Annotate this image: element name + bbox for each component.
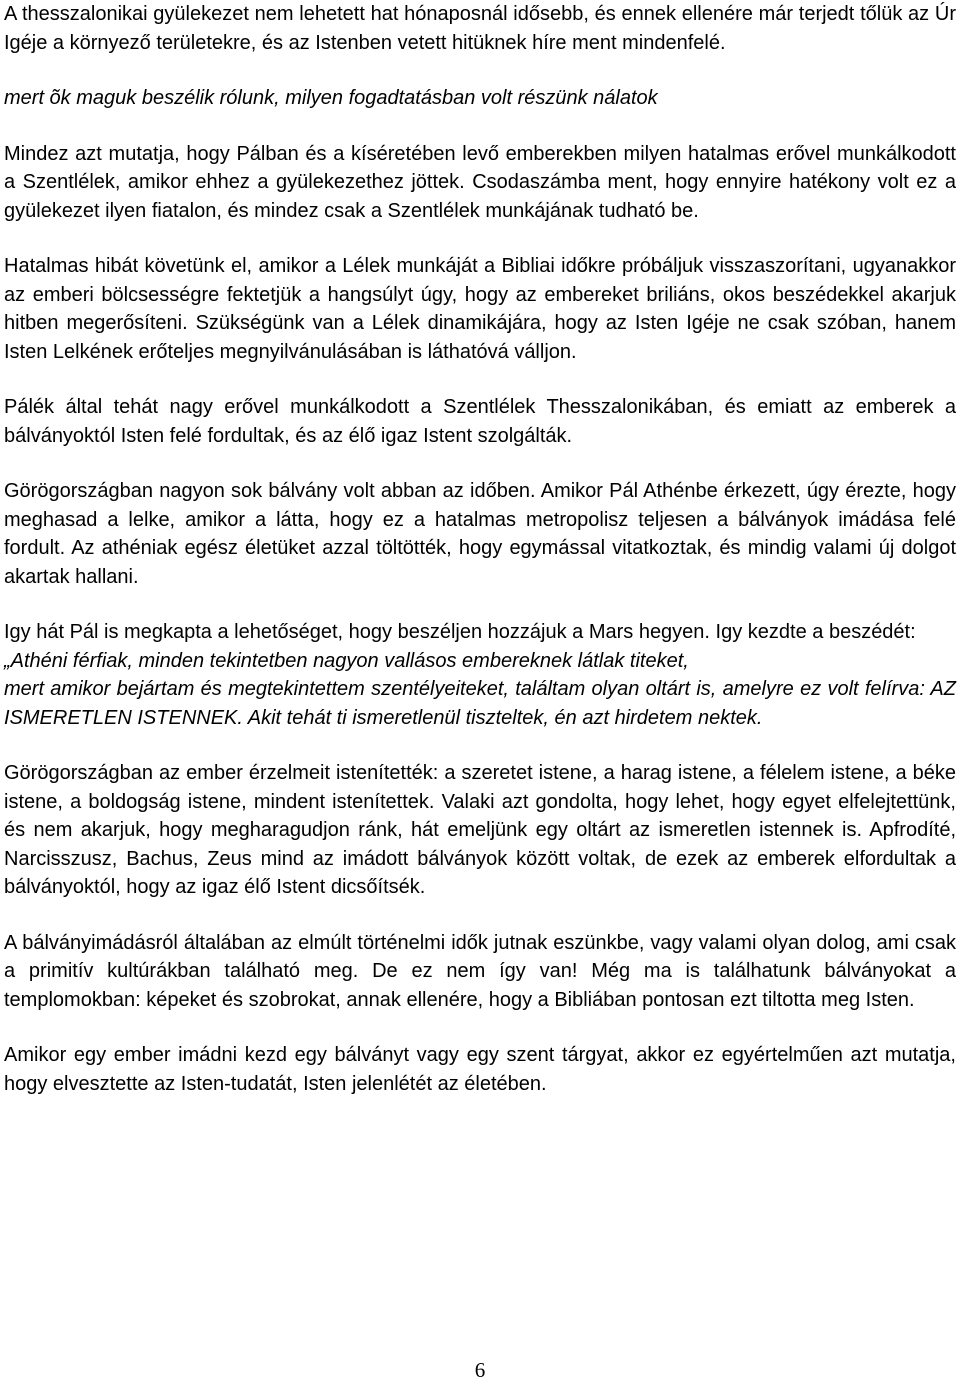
paragraph-turned-from-idols: Pálék által tehát nagy erővel munkálkodott a Szentlélek Thesszalonikában, és emiatt az emberek a bálványoktól Isten felé fordultak, és az élő igaz Istent szolgálták. — [4, 396, 956, 447]
paragraph-great-mistake: Hatalmas hibát követünk el, amikor a Lélek munkáját a Bibliai időkre próbáljuk visszaszorítani, ugyanakkor az emberi bölcsességre fektetjük a hangsúlyt úgy, hogy az embereket briliáns, okos beszédekkel akarjuk hitben megerősíteni. Szükségünk van a Lélek dinamikájára, hogy az Isten Igéje ne csak szóban, hanem Isten Lelkének erőteljes megnyilvánulásában is láthatóvá válljon. — [4, 255, 956, 363]
page-number: 6 — [474, 1358, 486, 1382]
paragraph-worship-idol: Amikor egy ember imádni kezd egy bálványt vagy egy szent tárgyat, akkor ez egyértelműen azt mutatja, hogy elvesztette az Isten-tudatát, Isten jelenlétét az életében. — [4, 1044, 956, 1095]
paragraph-idolatry-today: A bálványimádásról általában az elmúlt történelmi idők jutnak eszünkbe, vagy valami olyan dolog, ami csak a primitív kultúrákban található meg. De ez nem így van! Még ma is találhatunk bálványokat a templomokban: képeket és szobrokat, annak ellenére, hogy a Bibliában pontosan ezt tiltotta meg Isten. — [4, 931, 956, 1011]
paragraph-deified-emotions: Görögországban az ember érzelmeit istenítették: a szeretet istene, a harag istene, a félelem istene, a béke istene, a boldogság istene, mindent istenítettek. Valaki azt gondolta, hogy lehet, hogy egyet elfelejtettünk, és nem akarjuk, hogy megharagudjon ránk, hát emeljünk egy oltárt az ismeretlen istennek is. Apfrodíté, Narcisszusz, Bachus, Zeus mind az imádott bálványok között voltak, de ezek az emberek elfordultak a bálványoktól, hogy az igaz élő Istent dicsőítsék. — [4, 762, 956, 898]
paragraph-mars-hill: Igy hát Pál is megkapta a lehetőséget, hogy beszéljen hozzájuk a Mars hegyen. Igy kezdte a beszédét: — [4, 621, 916, 643]
paragraph-greece-idols: Görögországban nagyon sok bálvány volt abban az időben. Amikor Pál Athénbe érkezett, úgy érezte, hogy meghasad a lelke, amikor a látta, hogy ez a hatalmas metropolisz teljesen a bálványok imádása felé fordult. Az athéniak egész életüket azzal töltötték, hogy egymással vitatkoztak, és mindig valami új dolgot akartak hallani. — [4, 480, 956, 588]
quote-unknown-god: mert amikor bejártam és megtekintettem szentélyeiteket, találtam olyan oltárt is, amelyre ez volt felírva: AZ ISMERETLEN ISTENNEK. Akit tehát ti ismeretlenül tiszteltek, én azt hirdetem nektek. — [4, 678, 956, 729]
quote-line-they-report: mert õk maguk beszélik rólunk, milyen fogadtatásban volt részünk nálatok — [4, 87, 658, 109]
document-page — [4, 0, 956, 1098]
paragraph-holy-spirit-power: Mindez azt mutatja, hogy Pálban és a kíséretében levő emberekben milyen hatalmas erővel munkálkodott a Szentlélek, amikor ehhez a gyülekezethez jöttek. Csodaszámba ment, hogy ennyire hatékony volt ez a gyülekezet ilyen fiatalon, és mindez csak a Szentlélek munkájának tudható be. — [4, 142, 956, 222]
paragraph-thessalonica-church: A thesszalonikai gyülekezet nem lehetett hat hónaposnál idősebb, és ennek ellenére már terjedt tőlük az Úr Igéje a környező területekre, és az Istenben vetett hitüknek híre ment mindenfelé. — [4, 3, 956, 54]
quote-athenian-men: „Athéni férfiak, minden tekintetben nagyon vallásos embereknek látlak titeket, — [4, 649, 689, 672]
